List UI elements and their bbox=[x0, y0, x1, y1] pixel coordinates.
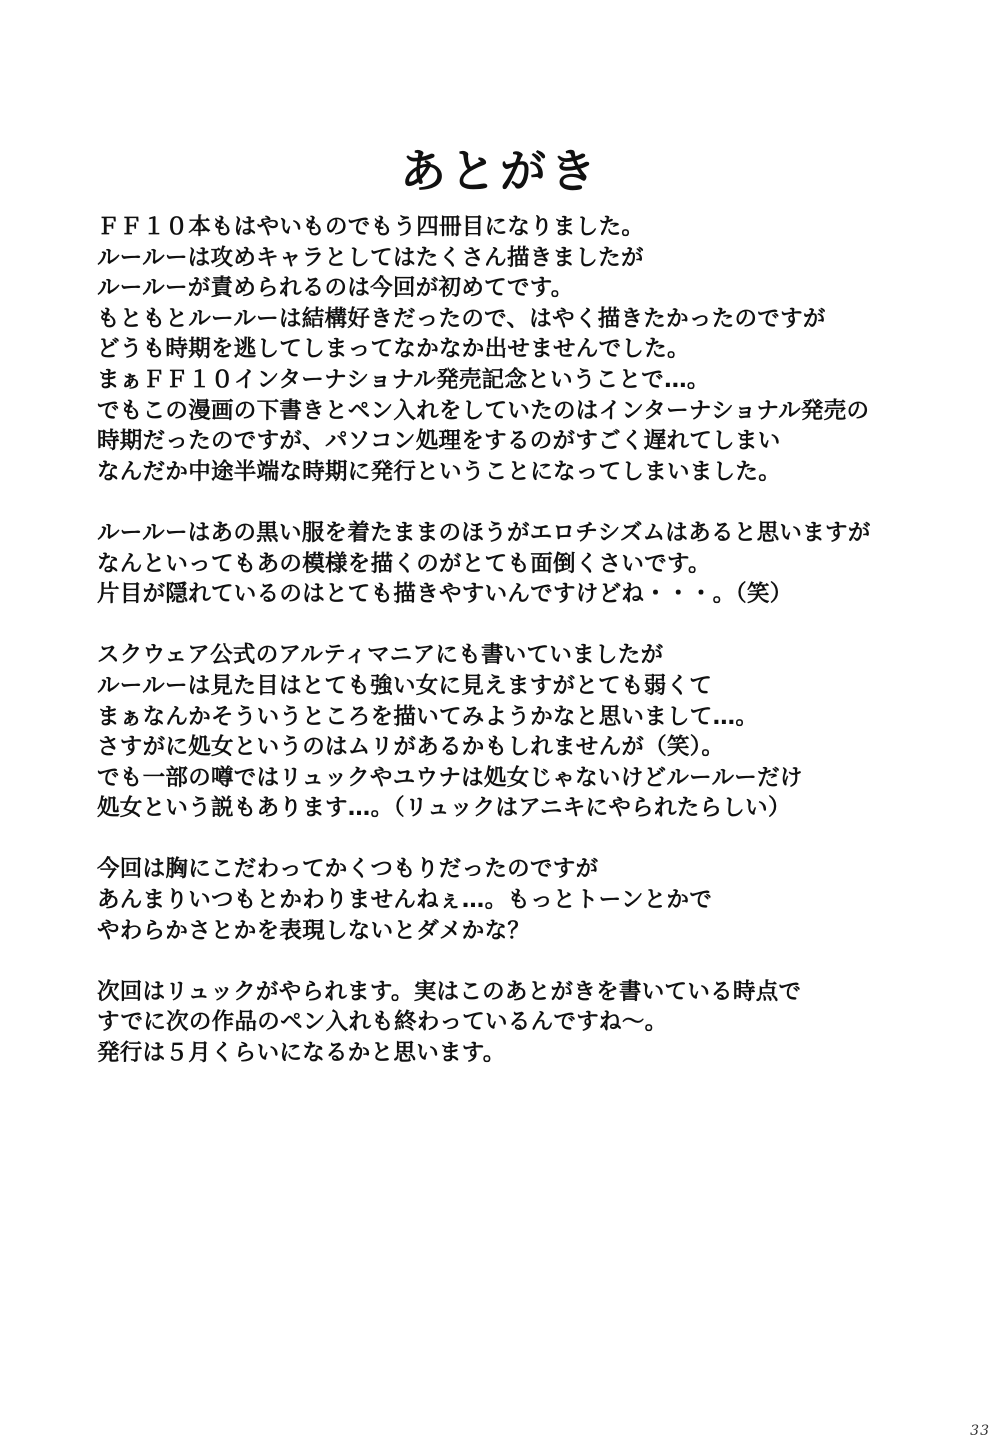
text-line: 次回はリュックがやられます。実はこのあとがきを書いている時点で bbox=[97, 978, 802, 1005]
text-line: まぁなんかそういうところを描いてみようかなと思いまして…。 bbox=[97, 703, 759, 730]
text-line: まぁＦＦ１０インターナショナル発売記念ということで…。 bbox=[97, 366, 710, 393]
page-title: あとがき bbox=[400, 144, 600, 198]
text-line: ルールーが責められるのは今回が初めてです。 bbox=[97, 275, 574, 302]
text-line: スクウェア公式のアルティマニアにも書いていましたが bbox=[97, 642, 664, 669]
text-line: やわらかさとかを表現しないとダメかな？ bbox=[97, 917, 531, 944]
text-line: 処女という説もあります…。（リュックはアニキにやられたらしい） bbox=[97, 795, 791, 822]
paragraph-3 bbox=[97, 640, 957, 824]
paragraph-1 bbox=[97, 212, 957, 487]
paragraph-5 bbox=[97, 977, 957, 1069]
afterword-body bbox=[97, 212, 957, 1099]
text-line: どうも時期を逃してしまってなかなか出せませんでした。 bbox=[97, 336, 690, 363]
text-line: すでに次の作品のペン入れも終わっているんですね～。 bbox=[97, 1009, 668, 1036]
text-line: 発行は５月くらいになるかと思います。 bbox=[97, 1040, 506, 1067]
text-line: ルールーは攻めキャラとしてはたくさん描きましたが bbox=[97, 244, 644, 271]
text-line: あんまりいつもとかわりませんねぇ…。もっとトーンとかで bbox=[97, 887, 713, 914]
text-line: ルールーは見た目はとても強い女に見えますがとても弱くて bbox=[97, 672, 713, 699]
text-line: でもこの漫画の下書きとペン入れをしていたのはインターナショナル発売の bbox=[97, 397, 870, 424]
text-line: ＦＦ１０本もはやいものでもう四冊目になりました。 bbox=[97, 214, 645, 240]
text-line: さすがに処女というのはムリがあるかもしれませんが（笑）。 bbox=[97, 734, 725, 761]
text-line: なんだか中途半端な時期に発行ということになってしまいました。 bbox=[97, 458, 782, 485]
text-line: ルールーはあの黒い服を着たままのほうがエロチシズムはあると思いますが bbox=[97, 519, 871, 546]
text-line: でも一部の噂ではリュックやユウナは処女じゃないけどルールーだけ bbox=[97, 764, 803, 791]
page-number: 33 bbox=[970, 1423, 990, 1439]
text-line: なんといってもあの模様を描くのがとても面倒くさいです。 bbox=[97, 550, 711, 577]
text-line: 時期だったのですが、パソコン処理をするのがすごく遅れてしまい bbox=[97, 428, 781, 455]
text-line: 今回は胸にこだわってかくつもりだったのですが bbox=[97, 856, 599, 883]
paragraph-4 bbox=[97, 854, 957, 946]
text-line: 片目が隠れているのはとても描きやすいんですけどね・・・。（笑） bbox=[97, 581, 793, 608]
paragraph-2 bbox=[97, 518, 957, 610]
text-line: もともとルールーは結構好きだったので、はやく描きたかったのですが bbox=[97, 305, 826, 332]
